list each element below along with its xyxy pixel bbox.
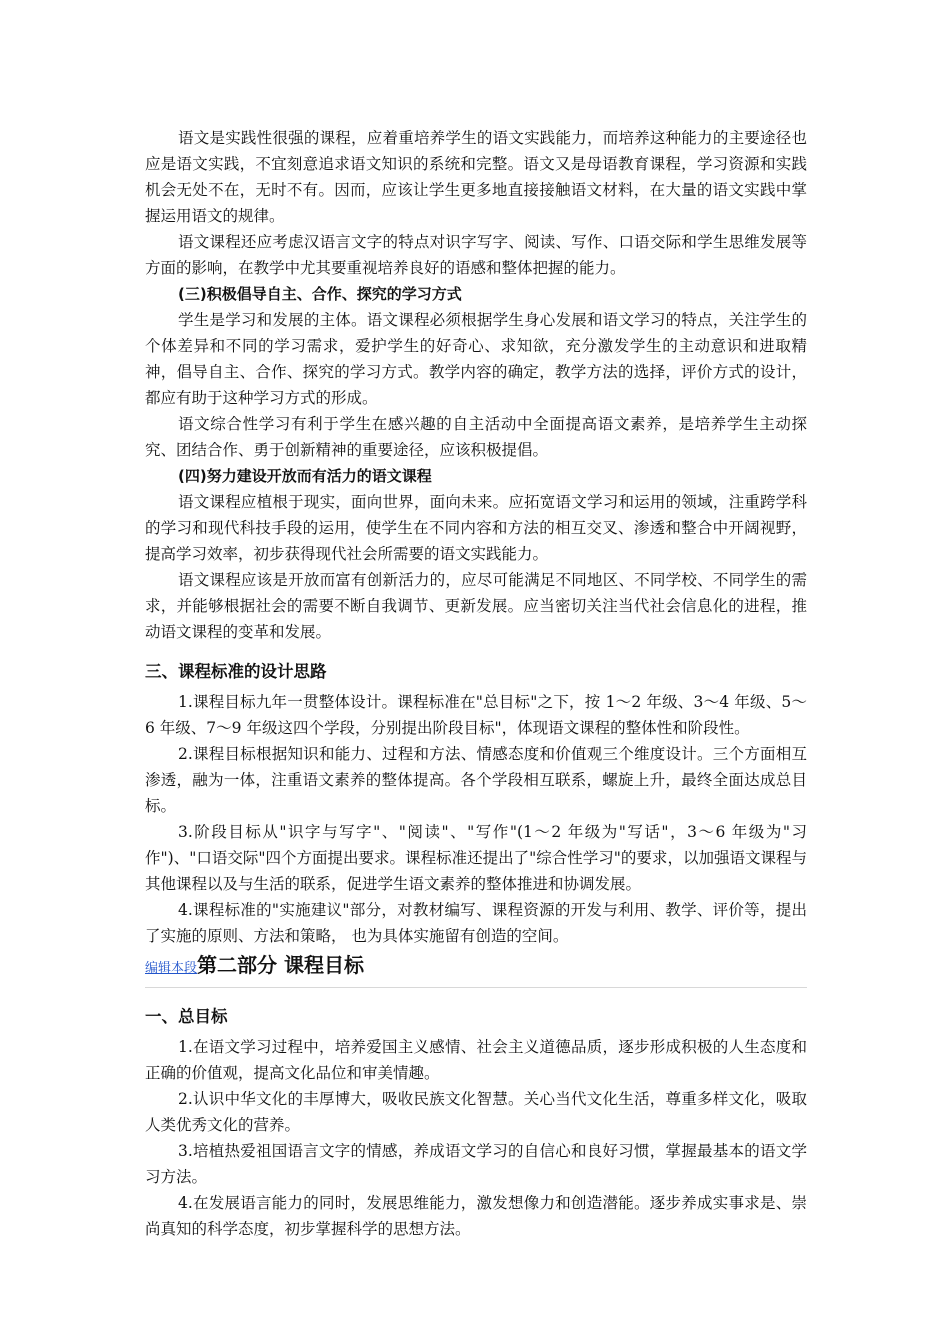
section-heading: 三、课程标准的设计思路 <box>145 662 327 681</box>
paragraph: 语文课程应该是开放而富有创新活力的，应尽可能满足不同地区、不同学校、不同学生的需求，并能够根据社会的需要不断自我调节、更新发展。应当密切关注当代社会信息化的进程，推动语文课程的变革和发展。 <box>145 571 807 641</box>
subheading: (四)努力建设开放而有活力的语文课程 <box>178 467 432 485</box>
list-item: 4.在发展语言能力的同时，发展思维能力，激发想像力和创造潜能。逐步养成实事求是、崇尚真知的科学态度，初步掌握科学的思想方法。 <box>145 1194 807 1238</box>
list-item: 3.阶段目标从"识字与写字"、"阅读"、"写作"(1～2 年级为"写话"，3～6 年级为"习作")、"口语交际"四个方面提出要求。课程标准还提出了"综合性学习"的要求，以加强语文课程与其他课程以及与生活的联系，促进学生语文素养的整体推进和协调发展。 <box>145 823 807 893</box>
list-item: 3.培植热爱祖国语言文字的情感，养成语文学习的自信心和良好习惯，掌握最基本的语文学习方法。 <box>145 1142 807 1186</box>
paragraph: 语文课程应植根于现实，面向世界，面向未来。应拓宽语文学习和运用的领域，注重跨学科的学习和现代科技手段的运用，使学生在不同内容和方法的相互交叉、渗透和整合中开阔视野，提高学习效率，初步获得现代社会所需要的语文实践能力。 <box>145 493 807 563</box>
subheading: (三)积极倡导自主、合作、探究的学习方式 <box>178 285 462 303</box>
part-heading <box>145 951 807 988</box>
section-heading: 一、总目标 <box>145 1007 228 1026</box>
list-item: 2.认识中华文化的丰厚博大，吸收民族文化智慧。关心当代文化生活，尊重多样文化，吸取人类优秀文化的营养。 <box>145 1090 807 1134</box>
edit-section-link[interactable]: 编辑本段 <box>145 961 198 976</box>
paragraph: 语文是实践性很强的课程，应着重培养学生的语文实践能力，而培养这种能力的主要途径也应是语文实践，不宜刻意追求语文知识的系统和完整。语文又是母语教育课程，学习资源和实践机会无处不在，无时不有。因而，应该让学生更多地直接接触语文材料，在大量的语文实践中掌握运用语文的规律。 <box>145 129 807 225</box>
list-item: 1.课程目标九年一贯整体设计。课程标准在"总目标"之下，按 1～2 年级、3～4 年级、5～6 年级、7～9 年级这四个学段，分别提出阶段目标"，体现语文课程的整体性和阶段性。 <box>145 693 807 737</box>
part-title: 第二部分 课程目标 <box>197 953 364 977</box>
list-item: 2.课程目标根据知识和能力、过程和方法、情感态度和价值观三个维度设计。三个方面相互渗透，融为一体，注重语文素养的整体提高。各个学段相互联系，螺旋上升，最终全面达成总目标。 <box>145 745 807 815</box>
paragraph: 学生是学习和发展的主体。语文课程必须根据学生身心发展和语文学习的特点，关注学生的个体差异和不同的学习需求，爱护学生的好奇心、求知欲，充分激发学生的主动意识和进取精神，倡导自主、合作、探究的学习方式。教学内容的确定，教学方法的选择，评价方式的设计，都应有助于这种学习方式的形成。 <box>145 311 807 407</box>
list-item: 1.在语文学习过程中，培养爱国主义感情、社会主义道德品质，逐步形成积极的人生态度和正确的价值观，提高文化品位和审美情趣。 <box>145 1038 807 1082</box>
paragraph: 语文综合性学习有利于学生在感兴趣的自主活动中全面提高语文素养，是培养学生主动探究、团结合作、勇于创新精神的重要途径，应该积极提倡。 <box>145 415 807 459</box>
document-body <box>145 125 807 1242</box>
paragraph: 语文课程还应考虑汉语言文字的特点对识字写字、阅读、写作、口语交际和学生思维发展等方面的影响，在教学中尤其要重视培养良好的语感和整体把握的能力。 <box>145 233 807 277</box>
list-item: 4.课程标准的"实施建议"部分，对教材编写、课程资源的开发与利用、教学、评价等，提出了实施的原则、方法和策略， 也为具体实施留有创造的空间。 <box>145 901 807 945</box>
